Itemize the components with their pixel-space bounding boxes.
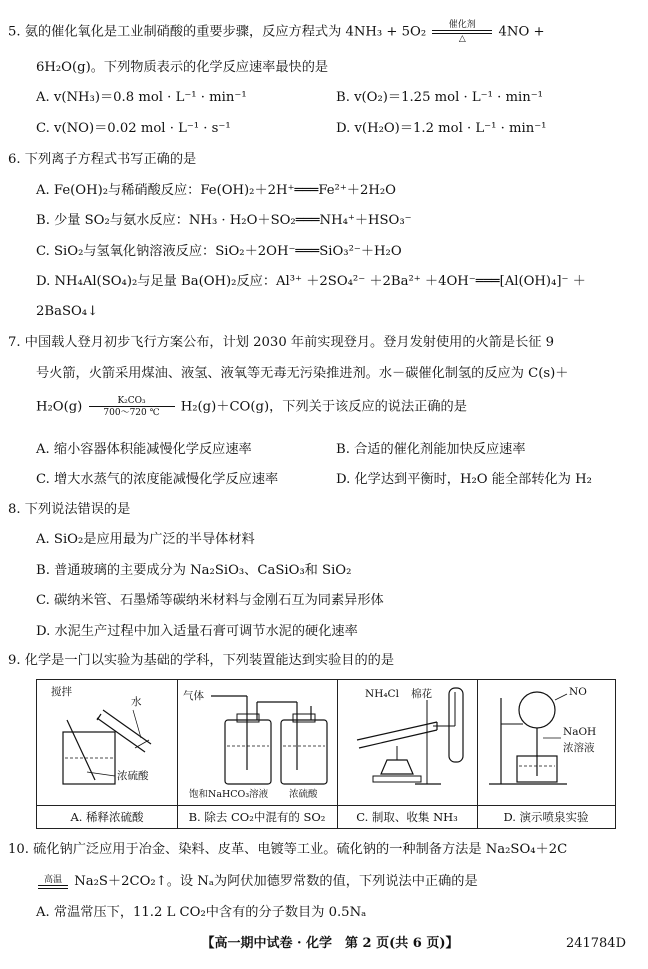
q5-reaction-arrow [432,20,492,44]
footer-title: 【高一期中试卷 · 化学 第 2 页(共 6 页)】 [201,936,459,951]
q5-option-c: C. v(NO)＝0.02 mol · L⁻¹ · s⁻¹ [36,121,231,136]
q9-d-solution-label: 浓溶液 [563,742,595,754]
q9-b-bicarbonate-label: 饱和NaHCO₃溶液 [189,789,269,800]
q5-stem-line1 [8,20,636,44]
q9-d-naoh-label: NaOH [563,726,597,738]
q7-reaction-arrow [89,396,175,418]
q7-option-d: D. 化学达到平衡时，H₂O 能全部转化为 H₂ [336,472,592,487]
q9-c-caption: C. 制取、收集 NH₃ [337,805,477,828]
q9-a-stir-label: 搅拌 [51,686,72,698]
q7-stem-line1: 7. 中国载人登月初步飞行方案公布，计划 2030 年前实现登月。登月发射使用的火箭是长征 9 [8,335,555,350]
q7-stem-3b: H₂(g)＋CO(g)，下列关于该反应的说法正确的是 [180,399,467,415]
q9-b-acid-label: 浓硫酸 [289,789,318,800]
q10-stem-2: Na₂S＋2CO₂↑。设 Nₐ为阿伏加德罗常数的值，下列说法中正确的是 [74,874,478,889]
q10-stem-line1: 10. 硫化钠广泛应用于冶金、染料、皮革、电镀等工业。硫化钠的一种制备方法是 Na₂SO₄＋2C [8,842,568,857]
q7-temperature-label: 700～720 ℃ [103,408,160,418]
q7-stem-line2: 号火箭，火箭采用煤油、液氢、液氧等无毒无污染推进剂。水－碳催化制氢的反应为 C(s)＋ [36,366,569,381]
q10-option-a: A. 常温常压下，11.2 L CO₂中含有的分子数目为 0.5Nₐ [36,905,367,920]
q9-a-acid-label: 浓硫酸 [117,770,149,782]
q5-option-d: D. v(H₂O)＝1.2 mol · L⁻¹ · min⁻¹ [336,121,547,136]
q9-b-caption: B. 除去 CO₂中混有的 SO₂ [177,805,337,828]
q7-stem-3a: H₂O(g) [36,399,83,415]
ammonia-collection-apparatus-icon [337,680,477,806]
q9-c-ammonium-chloride-label: NH₄Cl [365,688,399,700]
q7-option-c: C. 增大水蒸气的浓度能减慢化学反应速率 [36,472,279,487]
q5-option-b: B. v(O₂)＝1.25 mol · L⁻¹ · min⁻¹ [336,90,543,105]
footer-code: 241784D [565,936,626,951]
q8-option-d: D. 水泥生产过程中加入适量石膏可调节水泥的硬化速率 [36,624,358,639]
q10-high-temperature-label: 高温 [43,874,62,885]
q10-stem-line2 [36,872,636,892]
q5-option-a: A. v(NH₃)＝0.8 mol · L⁻¹ · min⁻¹ [36,90,247,105]
q9-a-water-label: 水 [131,696,142,708]
q8-option-a: A. SiO₂是应用最为广泛的半导体材料 [36,532,255,547]
q9-figure-b [177,680,338,828]
q6-option-b: B. 少量 SO₂与氨水反应：NH₃ · H₂O＋SO₂═══NH₄⁺＋HSO₃⁻ [36,213,412,228]
q9-d-no-label: NO [569,686,587,698]
q7-option-b: B. 合适的催化剂能加快反应速率 [336,442,526,457]
q5-stem-a: 5. 氨的催化氧化是工业制硝酸的重要步骤，反应方程式为 4NH₃ + 5O₂ [8,24,427,40]
q6-option-d-line2: 2BaSO₄↓ [36,304,99,319]
q6-option-c: C. SiO₂与氢氧化钠溶液反应：SiO₂＋2OH⁻═══SiO₃²⁻＋H₂O [36,244,402,259]
q5-heat-label: △ [458,34,466,44]
q10-reaction-arrow [38,875,68,889]
q9-stem: 9. 化学是一门以实验为基础的学科，下列装置能达到实验目的的是 [8,653,395,668]
q9-figure-a [37,680,178,828]
q9-figure-c [337,680,478,828]
q9-figure-panel [36,679,616,829]
q9-figure-d [477,680,615,828]
q6-stem: 6. 下列离子方程式书写正确的是 [8,152,197,167]
q7-option-a: A. 缩小容器体积能减慢化学反应速率 [36,442,252,457]
q8-option-c: C. 碳纳米管、石墨烯等碳纳米材料与金刚石互为同素异形体 [36,593,384,608]
q6-option-d-line1: D. NH₄Al(SO₄)₂与足量 Ba(OH)₂反应：Al³⁺ ＋2SO₄²⁻ ＋2Ba²⁺ ＋4OH⁻═══[Al(OH)₄]⁻ ＋ [36,274,586,289]
q5-catalyst-label: 催化剂 [448,20,476,30]
q5-stem-b: 4NO + [498,24,545,40]
q5-stem-line2: 6H₂O(g)。下列物质表示的化学反应速率最快的是 [36,60,329,75]
q9-d-caption: D. 演示喷泉实验 [477,805,615,828]
q7-stem-line3 [36,396,636,418]
q9-c-cotton-label: 棉花 [411,688,432,700]
q7-catalyst-label: K₂CO₃ [117,396,146,406]
q8-option-b: B. 普通玻璃的主要成分为 Na₂SiO₃、CaSiO₃和 SiO₂ [36,563,352,578]
q9-a-caption: A. 稀释浓硫酸 [37,805,177,828]
q8-stem: 8. 下列说法错误的是 [8,502,131,517]
q9-b-gas-label: 气体 [183,690,204,702]
q6-option-a: A. Fe(OH)₂与稀硝酸反应：Fe(OH)₂＋2H⁺═══Fe²⁺＋2H₂O [36,183,396,198]
